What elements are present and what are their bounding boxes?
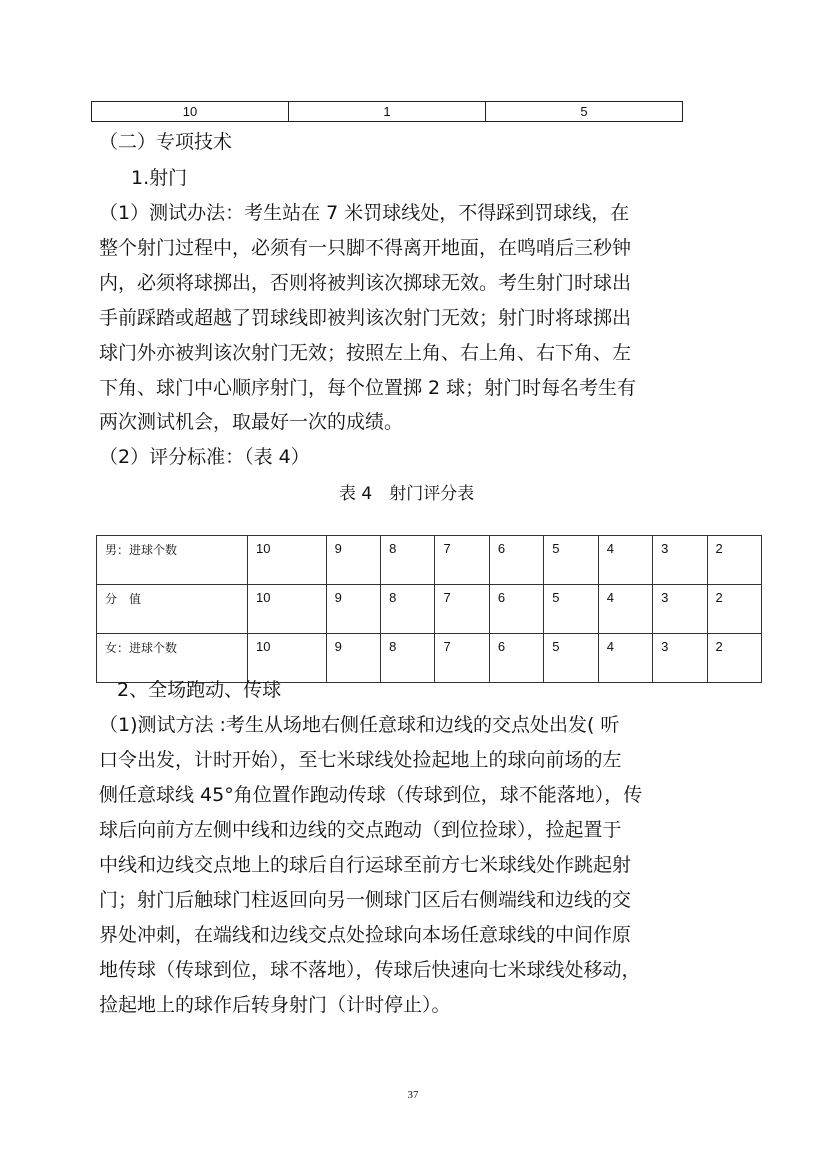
table-cell: 5 bbox=[544, 585, 598, 634]
paragraph-line: 两次测试机会，取最好一次的成绩。 bbox=[99, 411, 404, 433]
table-cell: 8 bbox=[381, 634, 435, 683]
table-cell: 7 bbox=[435, 585, 489, 634]
table-cell: 6 bbox=[489, 536, 543, 585]
table-cell: 10 bbox=[248, 585, 327, 634]
top-table bbox=[91, 101, 683, 122]
table-cell: 8 bbox=[381, 585, 435, 634]
table-cell: 5 bbox=[544, 536, 598, 585]
table-cell: 2 bbox=[707, 585, 762, 634]
paragraph-line: 球后向前方左侧中线和边线的交点跑动（到位捡球），捡起置于 bbox=[99, 819, 622, 841]
paragraph-line: 下角、球门中心顺序射门，每个位置掷 2 球；射门时每名考生有 bbox=[99, 377, 637, 399]
row-label: 女：进球个数 bbox=[97, 634, 248, 683]
table-cell: 10 bbox=[248, 536, 327, 585]
score-table bbox=[96, 535, 762, 683]
table-title: 表 4 射门评分表 bbox=[339, 484, 475, 504]
table-cell: 3 bbox=[653, 634, 707, 683]
table-cell: 5 bbox=[486, 102, 683, 122]
paragraph-line: 侧任意球线 45°角位置作跑动传球（传球到位，球不能落地），传 bbox=[99, 784, 643, 806]
criteria-line: （2）评分标准：（表 4） bbox=[99, 446, 310, 468]
table-cell: 7 bbox=[435, 536, 489, 585]
table-cell: 8 bbox=[381, 536, 435, 585]
paragraph-line: 口令出发，计时开始），至七米球线处捡起地上的球向前场的左 bbox=[99, 749, 622, 771]
row-label: 分 值 bbox=[97, 585, 248, 634]
paragraph-line: 捡起地上的球作后转身射门（计时停止）。 bbox=[99, 994, 451, 1016]
table-row bbox=[97, 634, 762, 683]
table-cell: 2 bbox=[707, 634, 762, 683]
section-heading: 2、全场跑动、传球 bbox=[117, 679, 282, 701]
page-number: 37 bbox=[407, 1089, 419, 1101]
table-cell: 6 bbox=[489, 585, 543, 634]
paragraph-line: 内，必须将球掷出，否则将被判该次掷球无效。考生射门时球出 bbox=[99, 272, 632, 294]
paragraph-line: 中线和边线交点地上的球后自行运球至前方七米球线处作跳起射 bbox=[99, 854, 632, 876]
table-cell: 9 bbox=[326, 536, 380, 585]
row-label: 男：进球个数 bbox=[97, 536, 248, 585]
table-row bbox=[92, 102, 683, 122]
section-heading: （二）专项技术 bbox=[99, 131, 233, 153]
paragraph-line: 整个射门过程中，必须有一只脚不得离开地面，在鸣哨后三秒钟 bbox=[99, 237, 632, 259]
paragraph-line: （1）测试办法：考生站在 7 米罚球线处，不得踩到罚球线，在 bbox=[99, 202, 630, 224]
table-row bbox=[97, 536, 762, 585]
table-row bbox=[97, 585, 762, 634]
table-cell: 10 bbox=[92, 102, 289, 122]
paragraph-line: （1)测试方法 :考生从场地右侧任意球和边线的交点处出发( 听 bbox=[99, 714, 620, 736]
table-cell: 2 bbox=[707, 536, 762, 585]
table-cell: 3 bbox=[653, 536, 707, 585]
table-cell: 3 bbox=[653, 585, 707, 634]
paragraph-line: 门；射门后触球门柱返回向另一侧球门区后右侧端线和边线的交 bbox=[99, 889, 632, 911]
table-cell: 4 bbox=[598, 634, 652, 683]
table-cell: 9 bbox=[326, 585, 380, 634]
paragraph-line: 球门外亦被判该次射门无效；按照左上角、右上角、右下角、左 bbox=[99, 342, 632, 364]
paragraph-line: 界处冲刺，在端线和边线交点处捡球向本场任意球线的中间作原 bbox=[99, 924, 632, 946]
table-cell: 4 bbox=[598, 585, 652, 634]
table-cell: 6 bbox=[489, 634, 543, 683]
table-cell: 7 bbox=[435, 634, 489, 683]
table-cell: 1 bbox=[289, 102, 486, 122]
paragraph-line: 手前踩踏或超越了罚球线即被判该次射门无效；射门时将球掷出 bbox=[99, 307, 632, 329]
paragraph-line: 地传球（传球到位，球不落地），传球后快速向七米球线处移动， bbox=[99, 959, 641, 981]
table-cell: 5 bbox=[544, 634, 598, 683]
table-cell: 9 bbox=[326, 634, 380, 683]
table-cell: 4 bbox=[598, 536, 652, 585]
subsection-heading: 1.射门 bbox=[131, 167, 188, 189]
table-cell: 10 bbox=[248, 634, 327, 683]
